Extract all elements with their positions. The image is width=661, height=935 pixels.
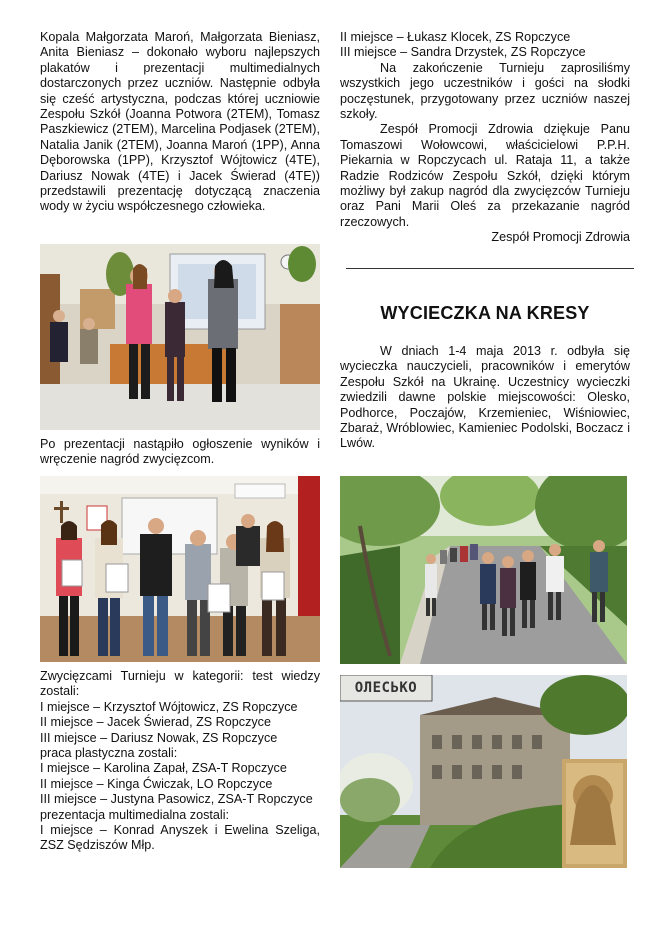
- after-presentation-paragraph: Po prezentacji nastąpiło ogłoszenie wyników i wręczenie nagród zwycięzcom.: [40, 437, 320, 467]
- winners-block: [40, 669, 320, 854]
- winners-heading: Zwycięzcami Turnieju w kategorii: test wiedzy zostali:: [40, 669, 320, 699]
- right-top-block: [340, 30, 630, 246]
- article-title: WYCIECZKA NA KRESY: [380, 303, 590, 323]
- article-body: W dniach 1-4 maja 2013 r. odbyła się wycieczka nauczycieli, pracowników i emerytów Zespołu Szkół na Ukrainę. Uczestnicy wycieczki zwiedzili dawne polskie miejscowości: Olesko, Podhorce, Poczajów, Krzemieniec, Wiśniowiec, Zbaraż, Wróblowiec, Kamieniec Podolski, Boczacz i Lwów.: [340, 344, 630, 451]
- art-heading: praca plastyczna zostali:: [40, 746, 178, 761]
- award-handover-photo: [40, 244, 320, 430]
- thanks-paragraph: Zespół Promocji Zdrowia dziękuje Panu Tomaszowi Wołowcowi, właścicielowi P.P.H. Piekarnia w Ropczycach ul. Rataja 11, a także Radzie Rodziców Zespołu Szkół, dzięki którym możliwy był zakup nagród dla zwycięzców Turnieju oraz Pani Marii Oleś za przekazanie nagród rzeczowych.: [340, 122, 630, 229]
- winner-test-2: II miejsce – Jacek Świerad, ZS Ropczyce: [40, 715, 271, 730]
- castle-sign-text: ОЛЕСЬКО: [354, 680, 418, 696]
- intro-paragraph: Kopala Małgorzata Maroń, Małgorzata Bieniasz, Anita Bieniasz – dokonało wyboru najlepszych plakatów i prezentacji multimedialnych dostarczonych przez uczniów. Następnie odbyła się cześć artystyczna, podczas której uczniowie Zespołu Szkół (Joanna Potwora (2TEM), Tomasz Paszkiewicz (2TEM), Marcelina Podjasek (2TEM), Natalia Janik (2TEM), Joanna Maroń (1PP), Anna Dęborowska (1PP), Krzysztof Wójtowicz (4TE), Dariusz Nowak (4TE) i Jacek Świerad (4TE)) przedstawili prezentację dotyczącą znaczenia wody w życiu współczesnego człowieka.: [40, 30, 320, 214]
- winner-multimedia-2: II miejsce – Łukasz Klocek, ZS Ropczyce: [340, 30, 571, 44]
- olesko-castle-photo: [340, 675, 627, 868]
- winner-art-1: I miejsce – Karolina Zapał, ZSA-T Ropczyce: [40, 761, 287, 776]
- article-body-block: [340, 344, 630, 452]
- section-divider: [346, 268, 634, 269]
- trip-walk-photo: [340, 476, 627, 664]
- winners-group-photo: [40, 476, 320, 662]
- winner-test-3: III miejsce – Dariusz Nowak, ZS Ropczyce: [40, 730, 278, 745]
- winner-multimedia-1: I miejsce – Konrad Anyszek i Ewelina Szeliga, ZSZ Sędziszów Młp.: [40, 823, 320, 853]
- left-intro-block: [40, 30, 320, 215]
- winner-multimedia-3: III miejsce – Sandra Drzystek, ZS Ropczyce: [340, 45, 586, 60]
- winner-art-3: III miejsce – Justyna Pasowicz, ZSA-T Ropczyce: [40, 792, 313, 807]
- closing-paragraph: Na zakończenie Turnieju zaprosiliśmy wszystkich jego uczestników i gości na słodki poczęstunek, przygotowany przez uczniów naszej szkoły.: [340, 60, 630, 122]
- winner-test-1: I miejsce – Krzysztof Wójtowicz, ZS Ropczyce: [40, 699, 298, 714]
- multimedia-heading: prezentacja multimedialna zostali:: [40, 807, 229, 822]
- winner-art-2: II miejsce – Kinga Ćwiczak, LO Ropczyce: [40, 776, 273, 791]
- left-after-presentation: [40, 437, 320, 468]
- signature: Zespół Promocji Zdrowia: [491, 230, 630, 245]
